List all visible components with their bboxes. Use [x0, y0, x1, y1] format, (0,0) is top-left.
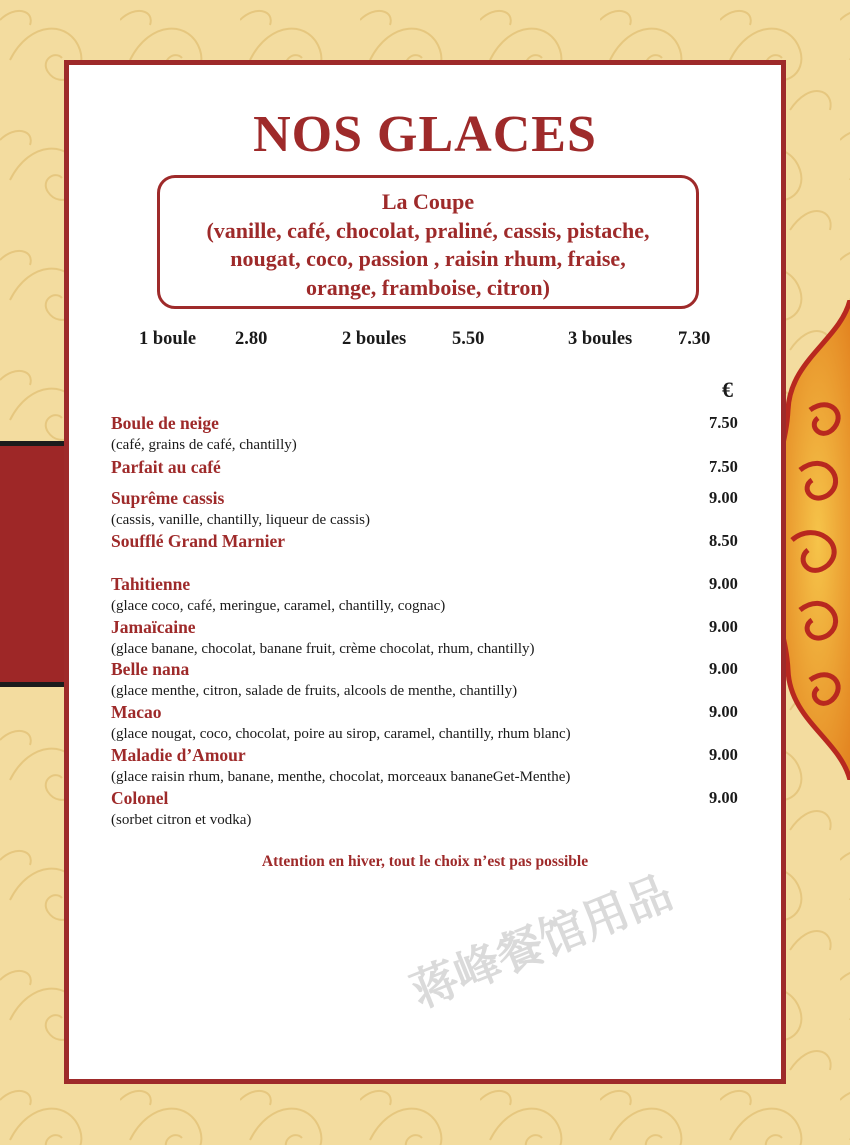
item-price: 7.50	[709, 413, 738, 432]
item-desc: (glace banane, chocolat, banane fruit, crème chocolat, rhum, chantilly)	[111, 641, 535, 657]
item-name: Jamaïcaine	[111, 617, 196, 637]
coupe-box	[157, 175, 699, 309]
item-name: Macao	[111, 702, 162, 722]
item-price: 9.00	[709, 788, 738, 807]
item-desc: (sorbet citron et vodka)	[111, 812, 252, 828]
item-name: Suprême cassis	[111, 488, 225, 508]
item-name: Belle nana	[111, 659, 190, 679]
item-name: Maladie d’Amour	[111, 745, 246, 765]
item-price: 9.00	[709, 488, 738, 507]
scoop-price: 2.80	[235, 329, 268, 349]
coupe-flavors-line: (vanille, café, chocolat, praliné, cassis, pistache,	[206, 217, 650, 243]
item-desc: (glace raisin rhum, banane, menthe, chocolat, morceaux bananeGet-Menthe)	[111, 769, 571, 785]
scoop-price: 5.50	[452, 329, 485, 349]
item-price: 7.50	[709, 457, 738, 476]
item-name: Boule de neige	[111, 413, 219, 433]
scoop-label: 3 boules	[568, 329, 633, 349]
item-price: 9.00	[709, 702, 738, 721]
item-desc: (glace coco, café, meringue, caramel, chantilly, cognac)	[111, 598, 446, 614]
winter-notice: Attention en hiver, tout le choix n’est pas possible	[261, 853, 589, 870]
item-name: Parfait au café	[111, 457, 221, 477]
item-price: 9.00	[709, 745, 738, 764]
item-price: 8.50	[709, 531, 738, 550]
coupe-heading: La Coupe	[381, 189, 475, 214]
item-desc: (cassis, vanille, chantilly, liqueur de cassis)	[111, 512, 370, 528]
coupe-flavors-line: nougat, coco, passion , raisin rhum, fraise,	[230, 246, 626, 271]
scoop-price: 7.30	[678, 329, 711, 349]
watermark: 蒋峰餐馆用品	[403, 864, 680, 1019]
item-name: Colonel	[111, 788, 169, 808]
scoop-label: 1 boule	[139, 329, 197, 349]
item-name: Tahitienne	[111, 574, 191, 594]
item-name: Soufflé Grand Marnier	[111, 531, 286, 551]
page-title: NOS GLACES	[253, 106, 597, 163]
item-desc: (glace menthe, citron, salade de fruits, alcools de menthe, chantilly)	[111, 683, 518, 699]
item-price: 9.00	[709, 617, 738, 636]
item-desc: (glace nougat, coco, chocolat, poire au sirop, caramel, chantilly, rhum blanc)	[111, 726, 571, 742]
scoop-label: 2 boules	[342, 329, 407, 349]
menu-card	[64, 60, 786, 1084]
item-price: 9.00	[709, 659, 738, 678]
item-desc: (café, grains de café, chantilly)	[111, 437, 297, 453]
coupe-flavors-line: orange, framboise, citron)	[306, 274, 550, 300]
left-decorative-band	[0, 441, 64, 687]
currency-symbol: €	[722, 377, 733, 402]
item-price: 9.00	[709, 574, 738, 593]
